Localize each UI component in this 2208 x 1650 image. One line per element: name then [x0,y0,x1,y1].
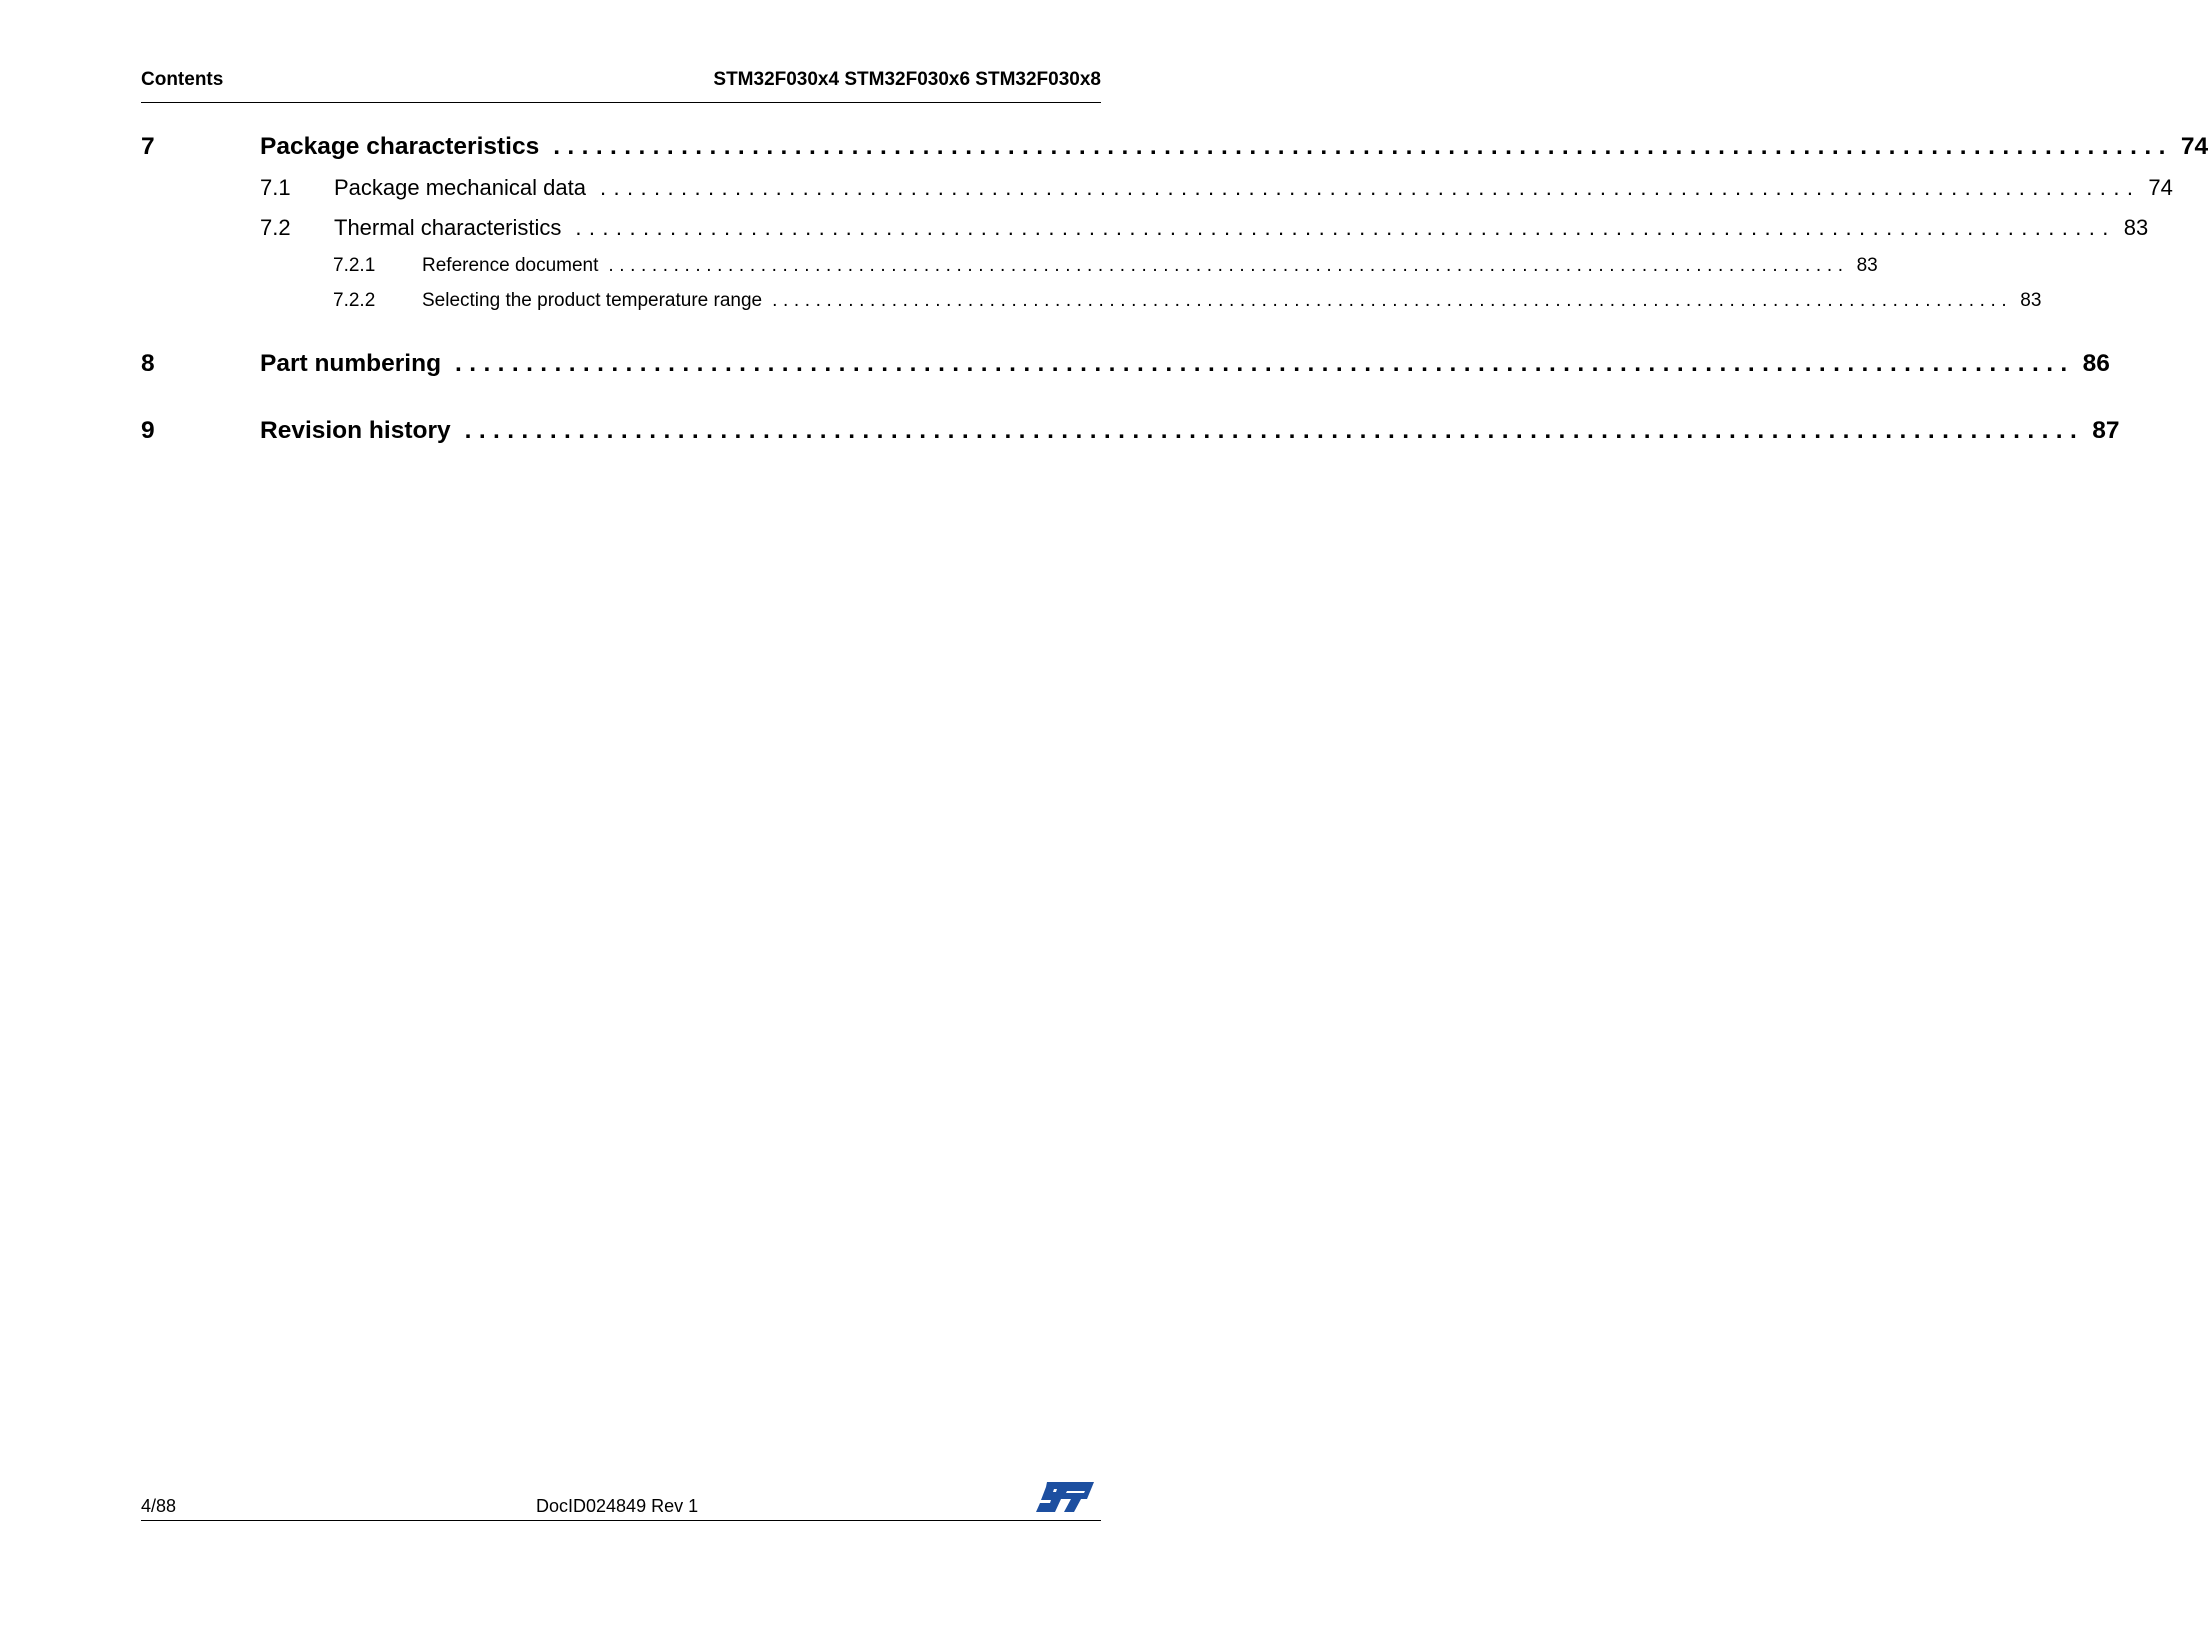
toc-page-number[interactable]: 86 [2082,350,2110,377]
toc-section-number: 7.1 [260,175,291,200]
toc-chapter-number: 8 [141,350,155,377]
toc-leader-dots: .................................................................................................................. [464,417,2085,444]
toc-chapter-number: 7 [141,133,155,160]
toc-chapter-number: 9 [141,417,155,444]
page-footer [141,1476,1101,1521]
toc-chapter-title[interactable]: Part numbering [260,350,442,377]
toc-subsection-number: 7.2.2 [333,290,376,311]
toc-leader-dots: .................................................................................................................. [575,215,2116,240]
toc-section-7-1[interactable] [260,174,2173,202]
toc-subsection-title[interactable]: Selecting the product temperature range [422,290,763,311]
toc-chapter-title[interactable]: Revision history [260,417,451,444]
toc-section-7-2[interactable] [260,214,2149,242]
toc-section-title[interactable]: Thermal characteristics [334,215,562,240]
toc-leader-dots: .................................................................................................................. [455,350,2075,377]
toc-chapter-9[interactable] [141,416,2120,446]
header-section-title: Contents [141,69,224,90]
toc-leader-dots: .................................................................................................................. [553,133,2173,160]
toc-page-number[interactable]: 74 [2148,175,2173,200]
toc-chapter-8[interactable] [141,349,2110,379]
toc-subsection-7-2-2[interactable] [333,289,2042,313]
toc-page-number[interactable]: 83 [1856,255,1878,276]
footer-page-indicator: 4/88 [141,1496,177,1516]
toc-section-number: 7.2 [260,215,291,240]
toc-page-number[interactable]: 87 [2092,417,2120,444]
st-logo-icon [1035,1480,1095,1514]
toc-subsection-number: 7.2.1 [333,255,376,276]
toc-leader-dots: .................................................................................................................. [608,255,1849,276]
toc-page-number[interactable]: 83 [2123,215,2149,240]
toc-leader-dots: .................................................................................................................. [772,290,2013,311]
toc-chapter-title[interactable]: Package characteristics [260,133,540,160]
toc-section-title[interactable]: Package mechanical data [334,175,586,200]
toc-chapter-7[interactable] [141,132,2208,162]
toc-subsection-7-2-1[interactable] [333,254,1878,278]
toc-subsection-title[interactable]: Reference document [422,255,599,276]
header-product-names: STM32F030x4 STM32F030x6 STM32F030x8 [713,69,1101,90]
toc-page-number[interactable]: 83 [2020,290,2042,311]
footer-doc-id: DocID024849 Rev 1 [536,1496,699,1516]
page-header [141,64,1101,103]
toc-leader-dots: .................................................................................................................. [599,175,2141,200]
toc-page-number[interactable]: 74 [2180,133,2208,160]
